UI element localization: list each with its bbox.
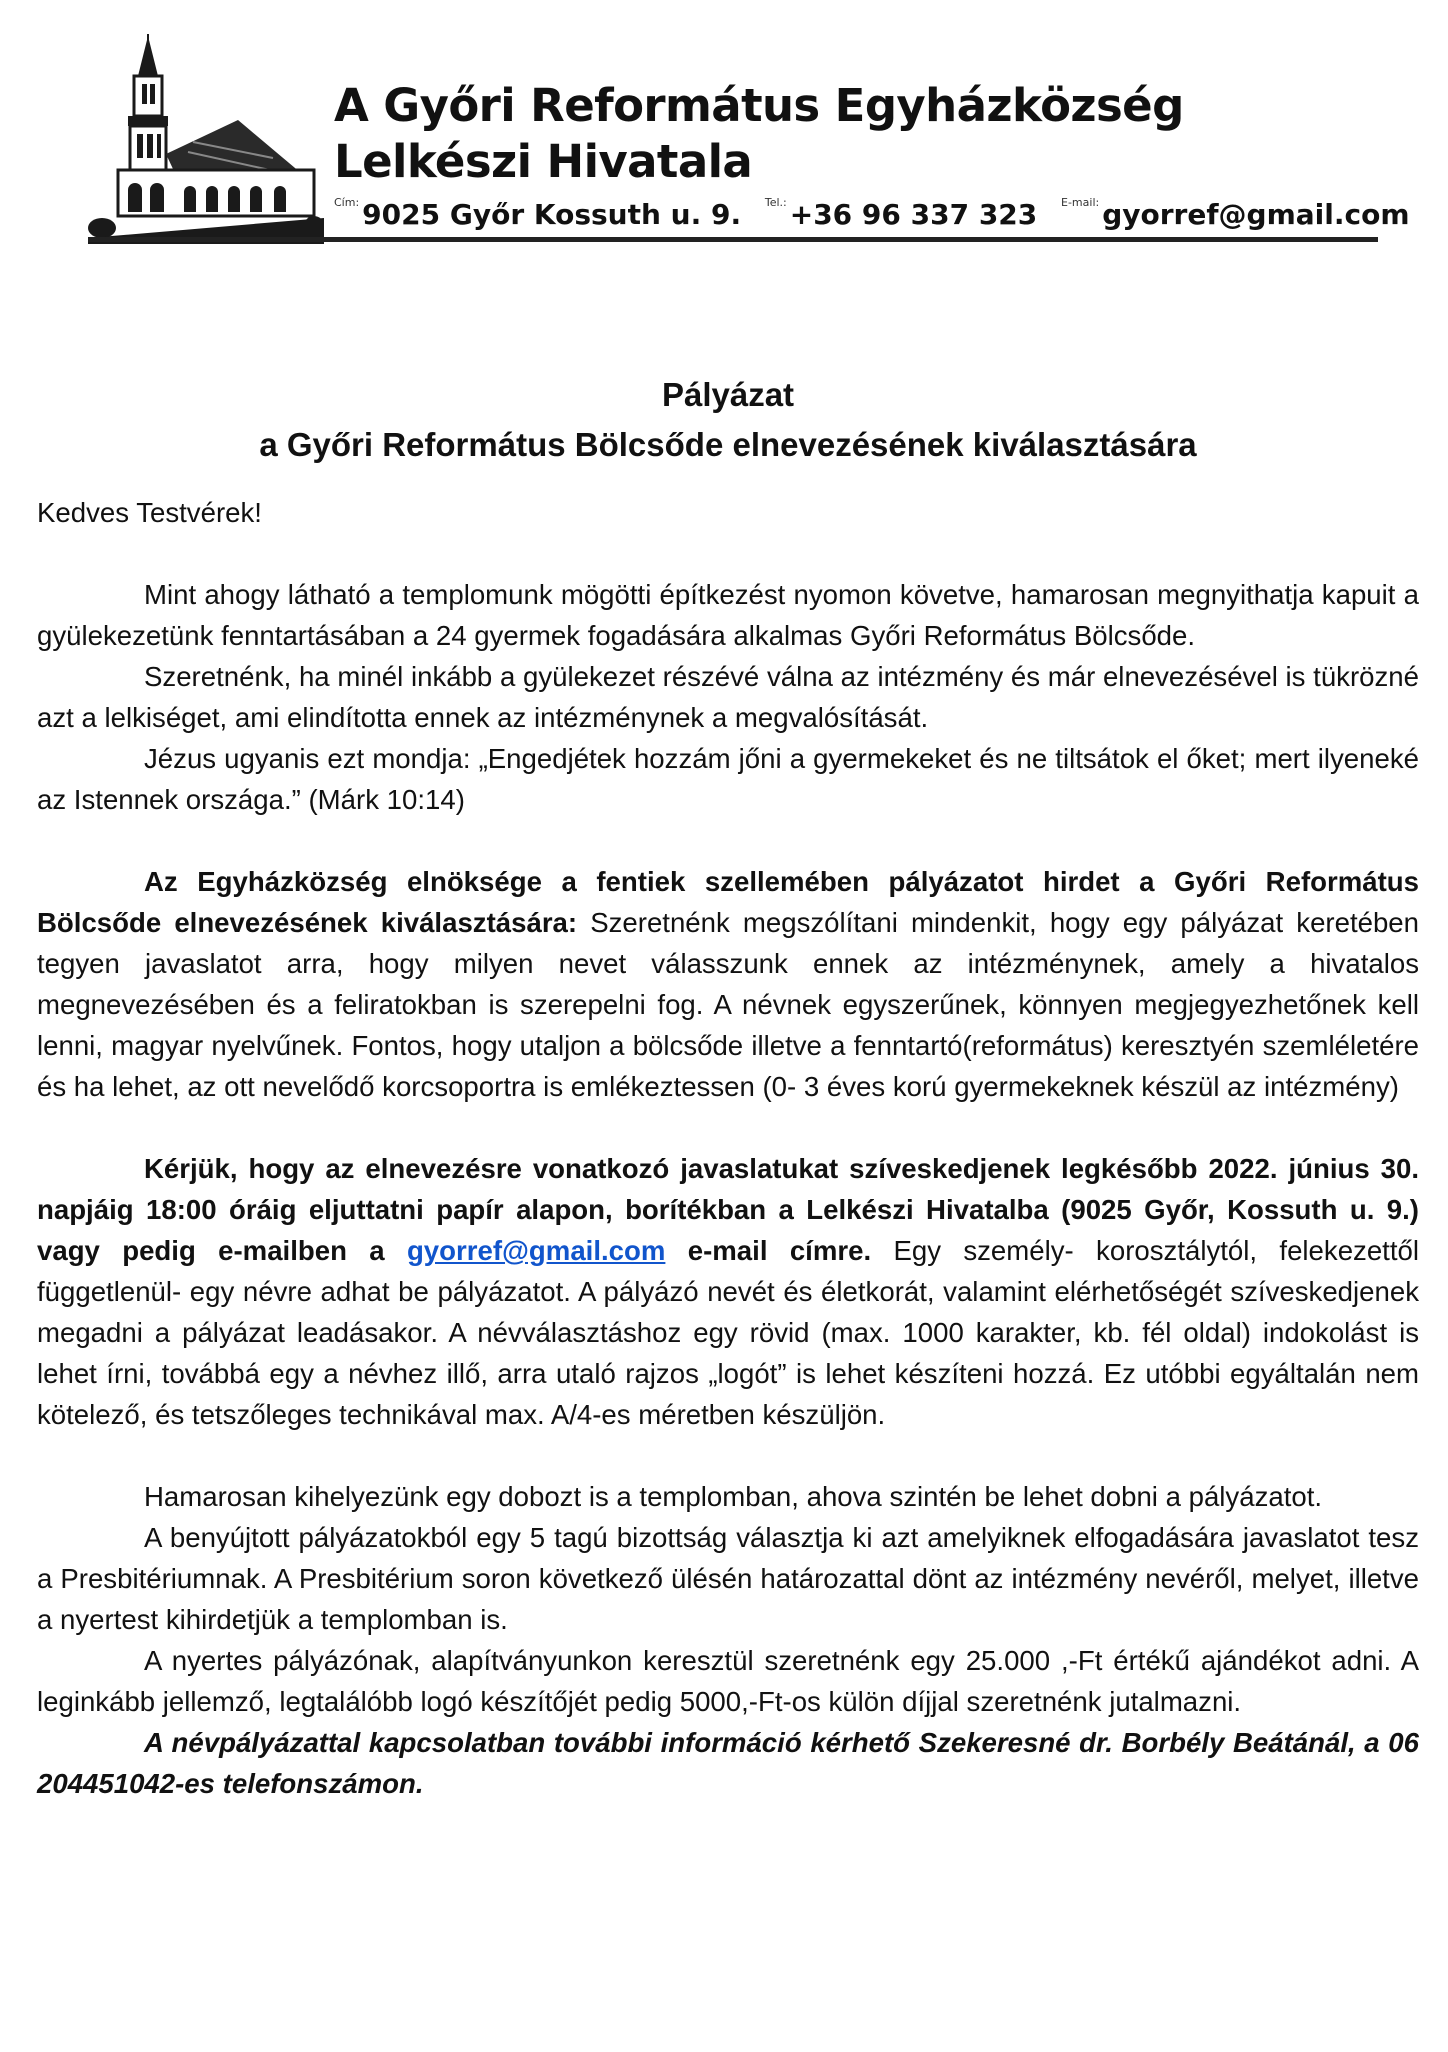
address-label: Cím: <box>334 196 360 209</box>
email-link[interactable]: gyorref@gmail.com <box>406 1235 666 1266</box>
paragraph-4-bold: Az Egyházközség elnöksége a fentiek szellemében pályázatot hirdet a Győri Református Bölcsőde elnevezésének kiválasztására: <box>37 866 1419 938</box>
title-line1: Pályázat <box>661 376 795 413</box>
address: 9025 Győr Kossuth u. 9. <box>362 198 742 231</box>
paragraph-5 <box>37 1148 1419 1435</box>
letterhead-title <box>334 78 1184 190</box>
letterhead-title-line1: A Győri Református Egyházközség <box>334 79 1184 132</box>
email: gyorref@gmail.com <box>1102 198 1410 231</box>
document-title <box>37 370 1419 470</box>
paragraph-5-text: Egy személy- korosztálytól, felekezettől függetlenül- egy névre adhat be pályázatot. A pályázó nevét és életkorát, valamint elérhetőségét szíveskedjenek megadni a pályázat leadásakor. A névválasztáshoz egy rövid (max. 1000 karakter, kb. fél oldal) indokolást is lehet írni, továbbá egy a névhez illő, arra utaló rajzos „logót” is lehet készíteni hozzá. Ez utóbbi egyáltalán nem kötelező, és tetszőleges technikával max. A/4-es méretben készüljön. <box>37 1235 1419 1430</box>
letterhead <box>88 34 1410 248</box>
paragraph-3: Jézus ugyanis ezt mondja: „Engedjétek hozzám jőni a gyermekeket és ne tiltsátok el őket; mert ilyeneké az Istennek országa.” (Márk 10:14) <box>37 743 1419 815</box>
phone: +36 96 337 323 <box>789 198 1038 231</box>
letterhead-rule <box>88 237 1378 242</box>
paragraph-4-text: Szeretnénk megszólítani mindenkit, hogy egy pályázat keretében tegyen javaslatot arra, hogy milyen nevet válasszunk ennek az intézménynek, amely a hivatalos megnevezésében és a feliratokban is szerepelni fog. A névnek egyszerűnek, könnyen megjegyezhetőnek kell lenni, magyar nyelvűnek. Fontos, hogy utaljon a bölcsőde illetve a fenntartó(református) keresztyén szemléletére és ha lehet, az ott nevelődő korcsoportra is emlékeztessen (0- 3 éves korú gyermekeknek készül az intézmény) <box>37 907 1420 1102</box>
paragraph-4 <box>37 861 1419 1107</box>
title-line2: a Győri Református Bölcsőde elnevezésének kiválasztására <box>259 426 1197 463</box>
paragraph-8: A nyertes pályázónak, alapítványunkon keresztül szeretnénk egy 25.000 ,-Ft értékű ajándékot adni. A leginkább jellemző, legtalálóbb logó készítőjét pedig 5000,-Ft-os külön díjjal szeretnénk jutalmazni. <box>37 1645 1419 1717</box>
paragraph-5-bold2: e-mail címre. <box>665 1235 872 1266</box>
paragraph-7: A benyújtott pályázatokból egy 5 tagú bizottság választja ki azt amelyiknek elfogadására javaslatot tesz a Presbitériumnak. A Presbitérium soron következő ülésén határozattal dönt az intézmény nevéről, melyet, illetve a nyertest kihirdetjük a templomban is. <box>37 1522 1419 1635</box>
letterhead-title-line2: Lelkészi Hivatala <box>334 135 753 188</box>
paragraph-1: Mint ahogy látható a templomunk mögötti építkezést nyomon követve, hamarosan megnyithatja kapuit a gyülekezetünk fenntartásában a 24 gyermek fogadására alkalmas Győri Református Bölcsőde. <box>37 579 1419 651</box>
phone-label: Tel.: <box>764 196 787 209</box>
salutation: Kedves Testvérek! <box>37 497 262 528</box>
paragraph-9: A névpályázattal kapcsolatban további információ kérhető Szekeresné dr. Borbély Beátánál, a 06 204451042-es telefonszámon. <box>37 1727 1419 1799</box>
church-logo-icon <box>88 34 324 248</box>
email-label: E-mail: <box>1061 196 1100 209</box>
document-body <box>37 370 1419 1804</box>
letterhead-contact <box>334 196 1410 231</box>
paragraph-2: Szeretnénk, ha minél inkább a gyülekezet részévé válna az intézmény és már elnevezésével is tükrözné azt a lelkiséget, ami elindította ennek az intézménynek a megvalósítását. <box>37 661 1419 733</box>
paragraph-6: Hamarosan kihelyezünk egy dobozt is a templomban, ahova szintén be lehet dobni a pályázatot. <box>144 1481 1323 1512</box>
paragraph-5-bold: Kérjük, hogy az elnevezésre vonatkozó javaslatukat szíveskedjenek legkésőbb 2022. június 30. napjáig 18:00 óráig eljuttatni papír alapon, borítékban a Lelkészi Hivatalba (9025 Győr, Kossuth u. 9.) vagy pedig e-mailben a <box>37 1153 1419 1266</box>
